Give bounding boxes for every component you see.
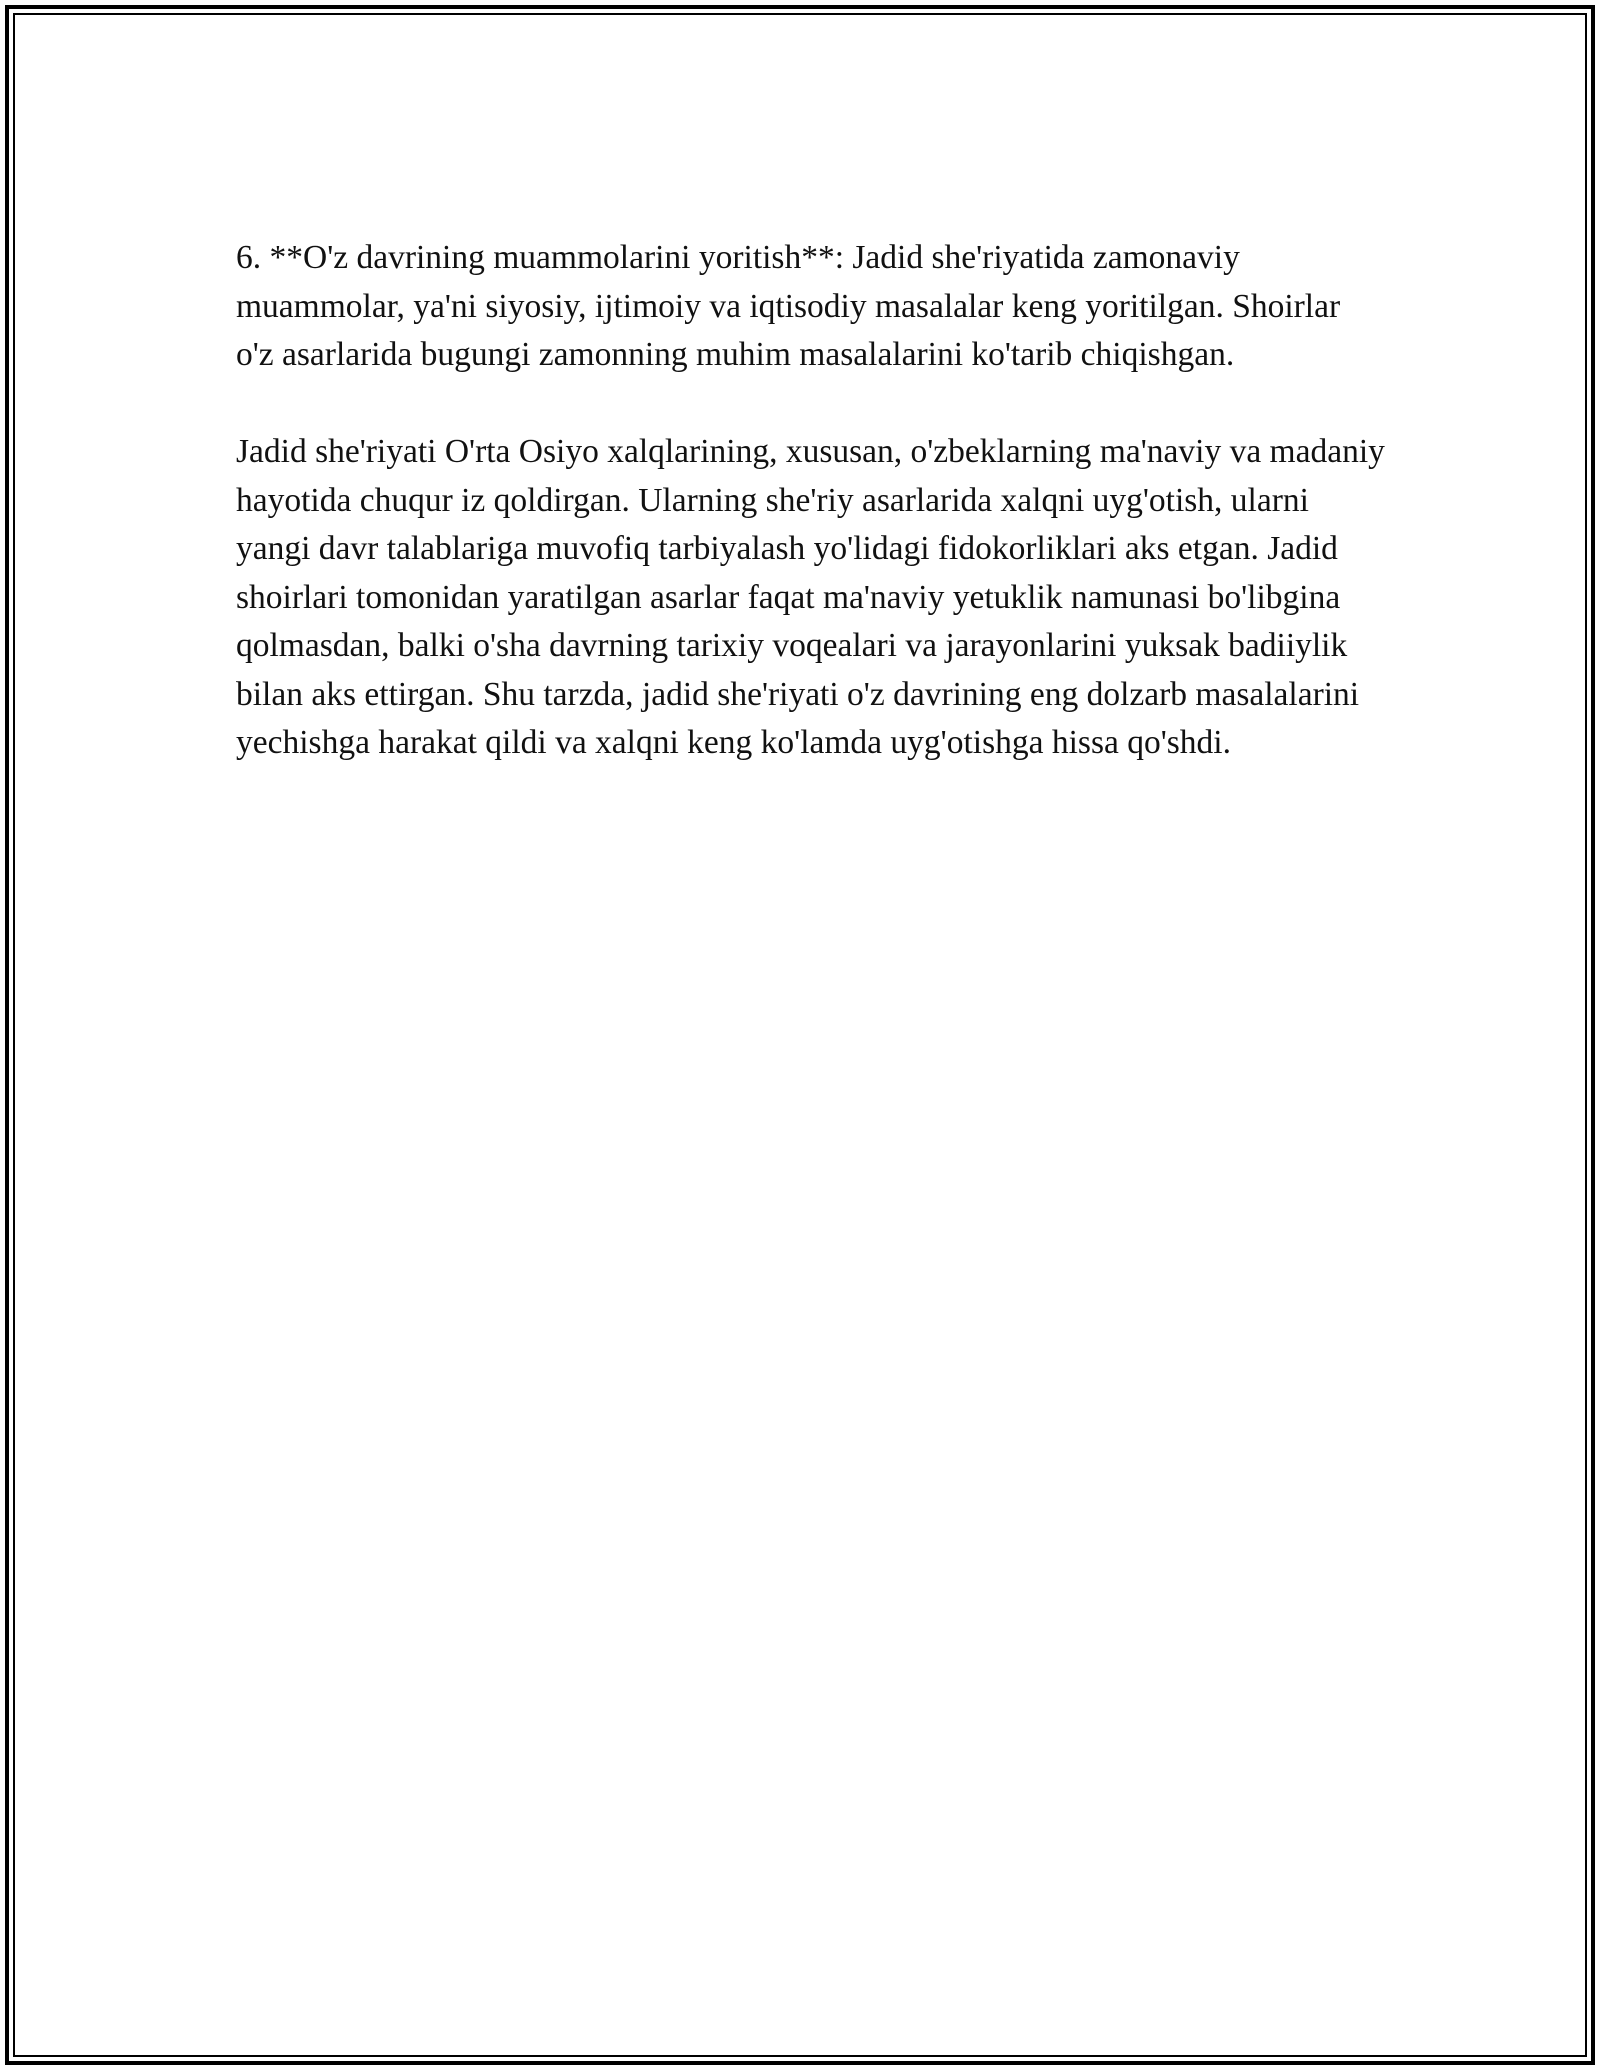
document-body (236, 234, 1386, 768)
paragraph-problems-of-era: 6. **O'z davrining muammolarini yoritish**: Jadid she'riyatida zamonaviy muammolar, ya'ni siyosiy, ijtimoiy va iqtisodiy masalalar keng yoritilgan. Shoirlar o'z asarlarida bugungi zamonning muhim masalalarini ko'tarib chiqishgan. (236, 239, 1341, 373)
paragraph-jadid-poetry-summary: Jadid she'riyati O'rta Osiyo xalqlarining, xususan, o'zbeklarning ma'naviy va madaniy hayotida chuqur iz qoldirgan. Ularning she'riy asarlarida xalqni uyg'otish, ularni yangi davr talablariga muvofiq tarbiyalash yo'lidagi fidokorliklari aks etgan. Jadid shoirlari tomonidan yaratilgan asarlar faqat ma'naviy yetuklik namunasi bo'libgina qolmasdan, balki o'sha davrning tarixiy voqealari va jarayonlarini yuksak badiiylik bilan aks ettirgan. Shu tarzda, jadid she'riyati o'z davrining eng dolzarb masalalarini yechishga harakat qildi va xalqni keng ko'lamda uyg'otishga hissa qo'shdi. (236, 433, 1385, 761)
